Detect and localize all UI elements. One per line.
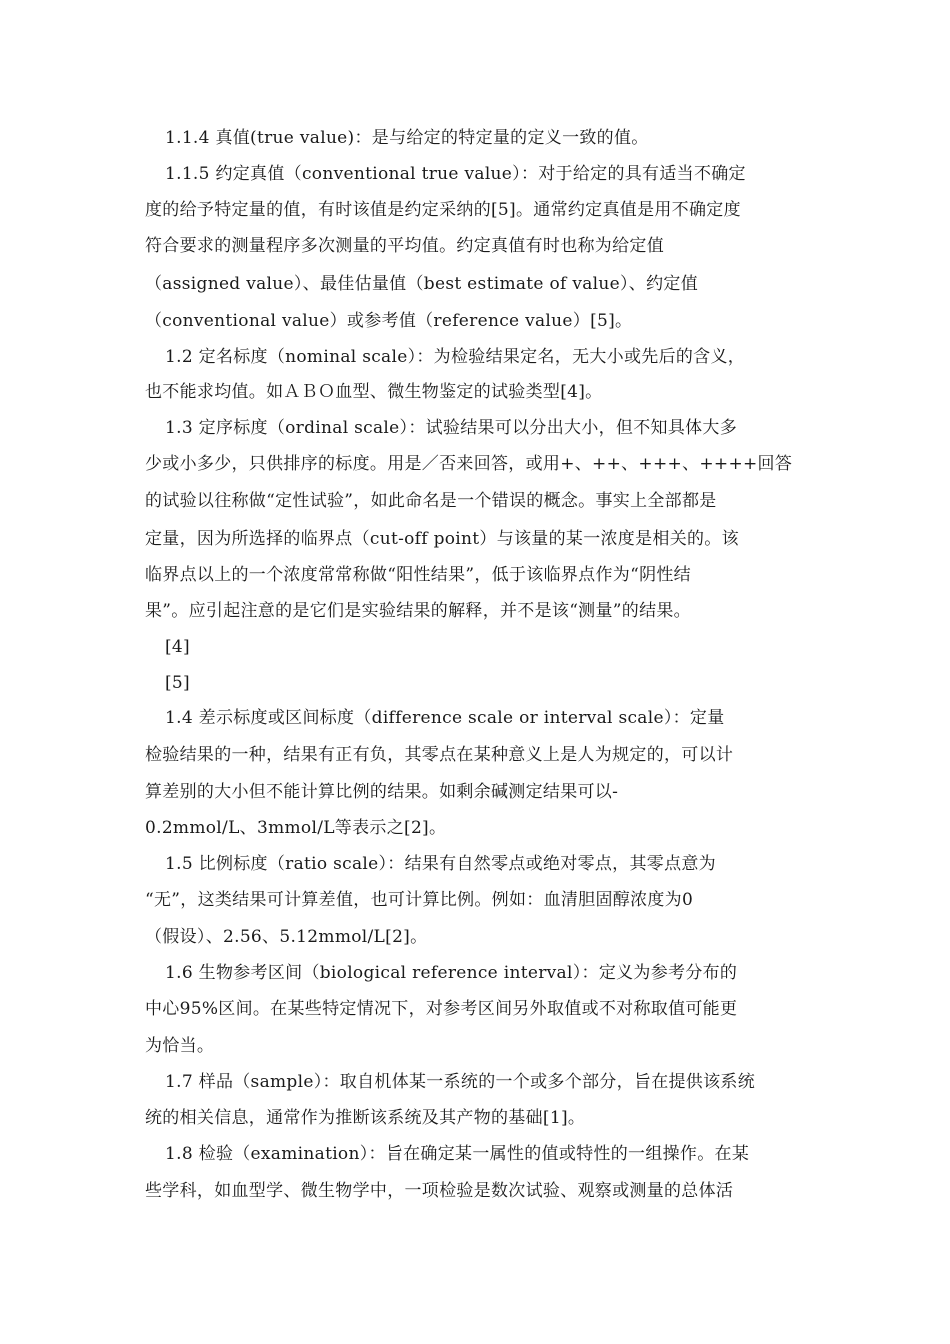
text-line: （假设）、2.56、5.12mmol/L[2]。 [145, 927, 428, 947]
text-line: 些学科，如血型学、微生物学中，一项检验是数次试验、观察或测量的总体活 [145, 1181, 734, 1201]
text-line: 1.4 差示标度或区间标度（difference scale or interval scale）：定量 [165, 708, 725, 728]
text-line: 度的给予特定量的值，有时该值是约定采纳的[5]。通常约定真值是用不确定度 [145, 200, 741, 220]
text-line: 的试验以往称做“定性试验”，如此命名是一个错误的概念。事实上全部都是 [145, 491, 717, 511]
text-line: 1.8 检验（examination）：旨在确定某一属性的值或特性的一组操作。在某 [165, 1144, 750, 1164]
text-line: 果”。应引起注意的是它们是实验结果的解释，并不是该“测量”的结果。 [145, 601, 691, 621]
text-line: （assigned value）、最佳估量值（best estimate of value）、约定值 [145, 274, 699, 294]
text-line: 少或小多少，只供排序的标度。用是／否来回答，或用+、++、+++、++++回答 [145, 454, 793, 474]
text-line: 统的相关信息，通常作为推断该系统及其产物的基础[1]。 [145, 1108, 586, 1128]
text-line: 算差别的大小但不能计算比例的结果。如剩余碱测定结果可以- [145, 782, 619, 802]
text-line: 定量，因为所选择的临界点（cut-off point）与该量的某一浓度是相关的。该 [145, 529, 739, 549]
text-line: 0.2mmol/L、3mmol/L等表示之[2]。 [145, 818, 447, 838]
text-line: 1.1.4 真值(true value)：是与给定的特定量的定义一致的值。 [165, 128, 649, 148]
text-line: 1.6 生物参考区间（biological reference interval）：定义为参考分布的 [165, 963, 738, 983]
text-line: 临界点以上的一个浓度常常称做“阳性结果”，低于该临界点作为“阴性结 [145, 565, 691, 585]
text-line: 1.2 定名标度（nominal scale）：为检验结果定名，无大小或先后的含义， [165, 347, 746, 367]
text-line: 也不能求均值。如ＡＢＯ血型、微生物鉴定的试验类型[4]。 [145, 382, 603, 402]
text-line: 1.7 样品（sample）：取自机体某一系统的一个或多个部分，旨在提供该系统 [165, 1072, 755, 1092]
text-line: “无”，这类结果可计算差值，也可计算比例。例如：血清胆固醇浓度为0 [145, 890, 694, 910]
reference-line: [4] [165, 637, 190, 657]
text-line: 1.3 定序标度（ordinal scale）：试验结果可以分出大小，但不知具体大多 [165, 418, 738, 438]
text-line: （conventional value）或参考值（reference value）[5]。 [145, 311, 633, 331]
text-line: 中心95%区间。在某些特定情况下，对参考区间另外取值或不对称取值可能更 [145, 999, 738, 1019]
text-line: 1.5 比例标度（ratio scale）：结果有自然零点或绝对零点，其零点意为 [165, 854, 716, 874]
text-line: 符合要求的测量程序多次测量的平均值。约定真值有时也称为给定值 [145, 236, 664, 256]
text-line: 检验结果的一种，结果有正有负，其零点在某种意义上是人为规定的，可以计 [145, 745, 734, 765]
text-line: 为恰当。 [145, 1036, 215, 1056]
reference-line: [5] [165, 673, 190, 693]
text-line: 1.1.5 约定真值（conventional true value）：对于给定的具有适当不确定 [165, 164, 746, 184]
